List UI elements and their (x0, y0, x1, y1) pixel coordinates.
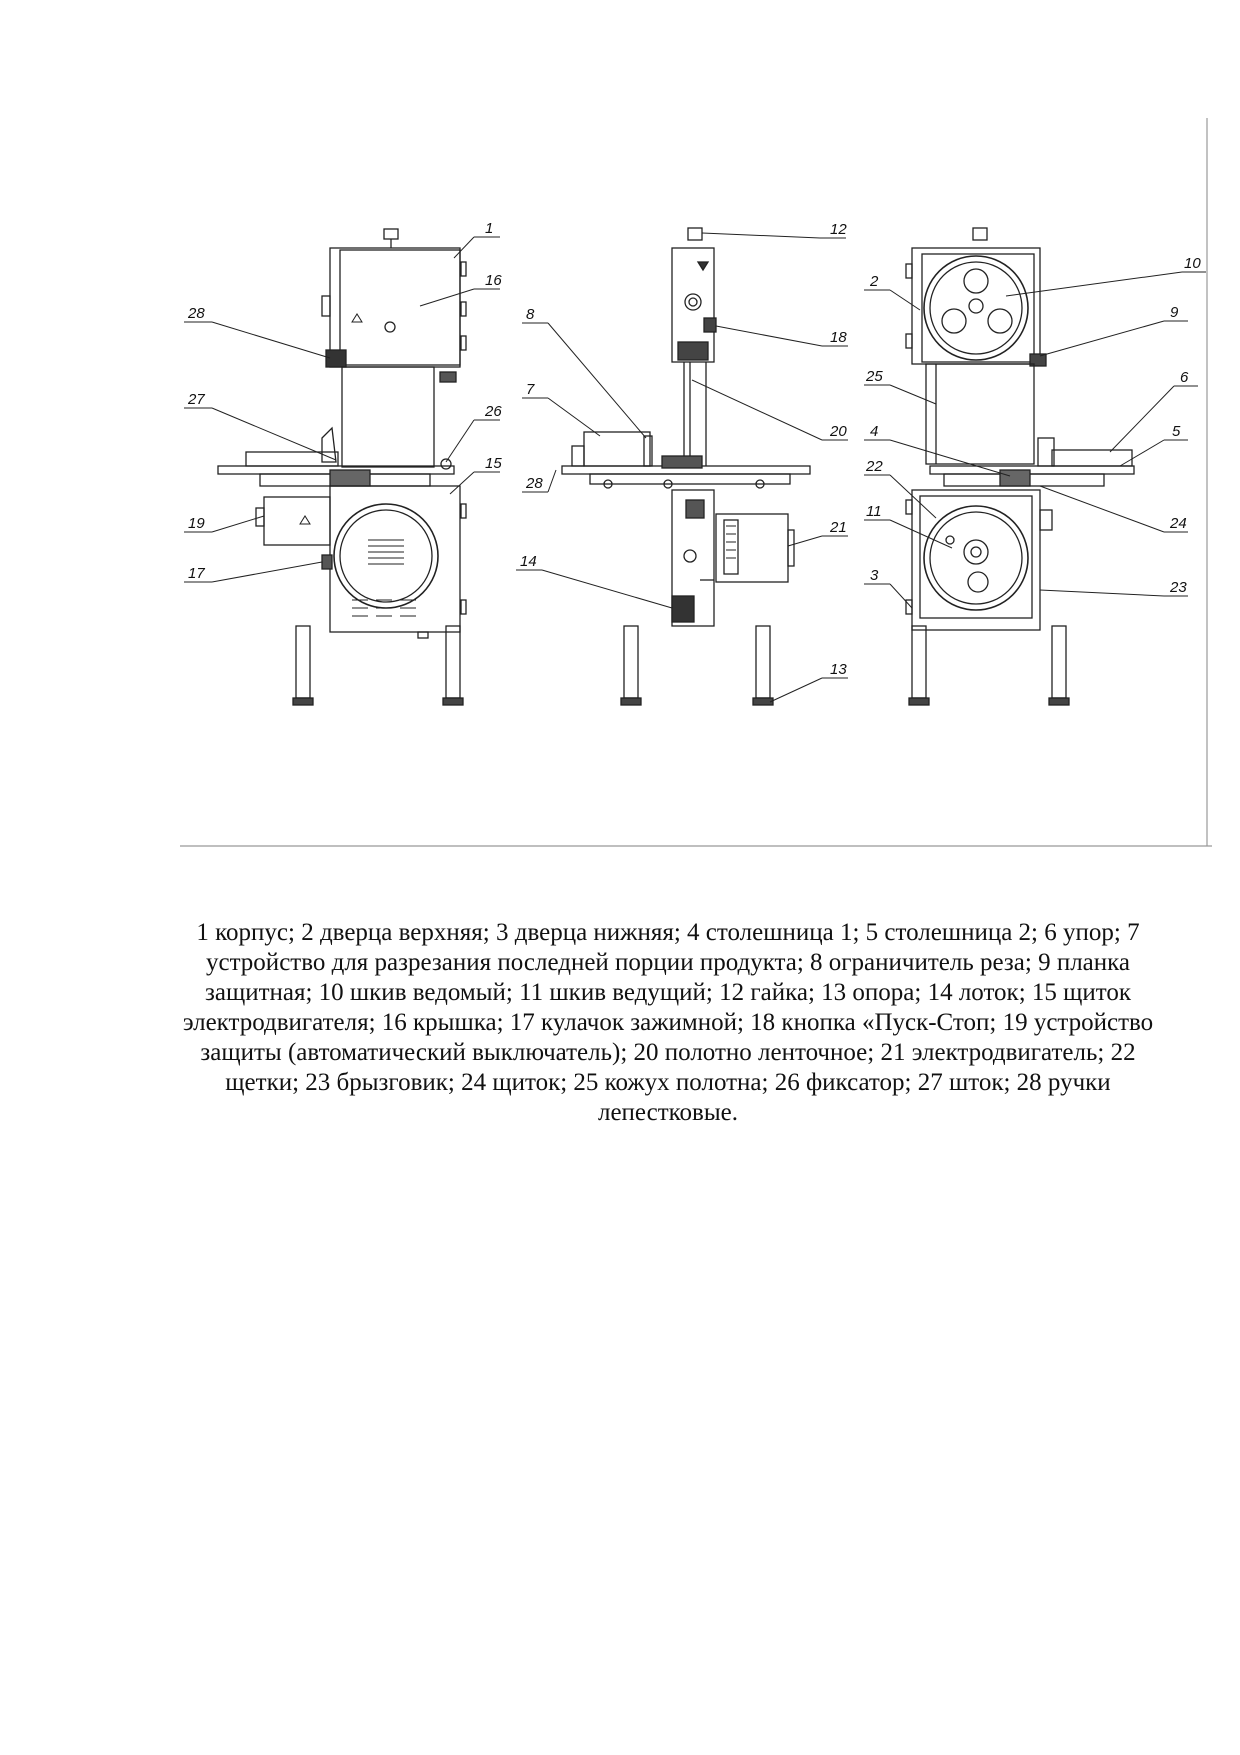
callout-26: 26 (485, 403, 502, 420)
callout-25: 25 (866, 368, 883, 385)
leg (446, 626, 460, 698)
leg (624, 626, 638, 698)
callout-4: 4 (870, 423, 879, 440)
figure-caption: 1 корпус; 2 дверца верхняя; 3 дверца нижняя; 4 столешница 1; 5 столешница 2; 6 упор; 7 устройство для разрезания последней порции продукта; 8 ограничитель реза; 9 планка защитная; 10 шкив ведомый; 11 шкив ведущий; 12 гайка; 13 опора; 14 лоток; 15 щиток электродвигателя; 16 крышка; 17 кулачок зажимной; 18 кнопка «Пуск-Стоп; 19 устройство защиты (автоматический выключатель); 20 полотно ленточное; 21 электродвигатель; 22 щетки; 23 брызговик; 24 щиток; 25 кожух полотна; 26 фиксатор; 27 шток; 28 ручки лепестковые. (182, 919, 1154, 1126)
callout-28-center: 28 (526, 475, 543, 492)
callout-16: 16 (485, 272, 502, 289)
lower-pulley (924, 506, 1028, 610)
callout-22: 22 (866, 458, 883, 475)
callout-1: 1 (485, 220, 494, 237)
callout-17: 17 (188, 565, 205, 582)
callout-9: 9 (1170, 304, 1179, 321)
callout-2: 2 (870, 273, 879, 290)
callout-27: 27 (188, 391, 205, 408)
leg (756, 626, 770, 698)
upper-housing (912, 248, 1040, 364)
callout-10: 10 (1184, 255, 1201, 272)
callout-3: 3 (870, 567, 879, 584)
leg (296, 626, 310, 698)
table-right (930, 466, 1134, 474)
callout-8: 8 (526, 306, 535, 323)
callout-14: 14 (520, 553, 537, 570)
callout-21: 21 (830, 519, 847, 536)
view-center (562, 228, 810, 705)
column (342, 367, 434, 467)
callout-18: 18 (830, 329, 847, 346)
lower-housing (330, 486, 460, 632)
top-nut (688, 228, 702, 240)
top-nut (384, 229, 398, 239)
upper-pulley (924, 256, 1028, 360)
callout-28: 28 (188, 305, 205, 322)
view-right (906, 228, 1134, 705)
lower-housing (912, 490, 1040, 630)
leg (912, 626, 926, 698)
callout-6: 6 (1180, 369, 1189, 386)
callout-11: 11 (866, 503, 882, 520)
breaker-box (264, 497, 330, 545)
callout-13: 13 (830, 661, 847, 678)
leg (1052, 626, 1066, 698)
view-left (218, 229, 466, 705)
cutting-device (584, 432, 650, 466)
top-nut (973, 228, 987, 240)
motor (716, 514, 788, 582)
callout-23: 23 (1170, 579, 1187, 596)
callout-15: 15 (485, 455, 502, 472)
callout-5: 5 (1172, 423, 1181, 440)
callout-19: 19 (188, 515, 205, 532)
technical-drawing (0, 0, 1240, 860)
callout-24: 24 (1170, 515, 1187, 532)
callout-7: 7 (526, 381, 535, 398)
callout-12: 12 (830, 221, 847, 238)
upper-housing (330, 248, 460, 367)
callout-20: 20 (830, 423, 847, 440)
